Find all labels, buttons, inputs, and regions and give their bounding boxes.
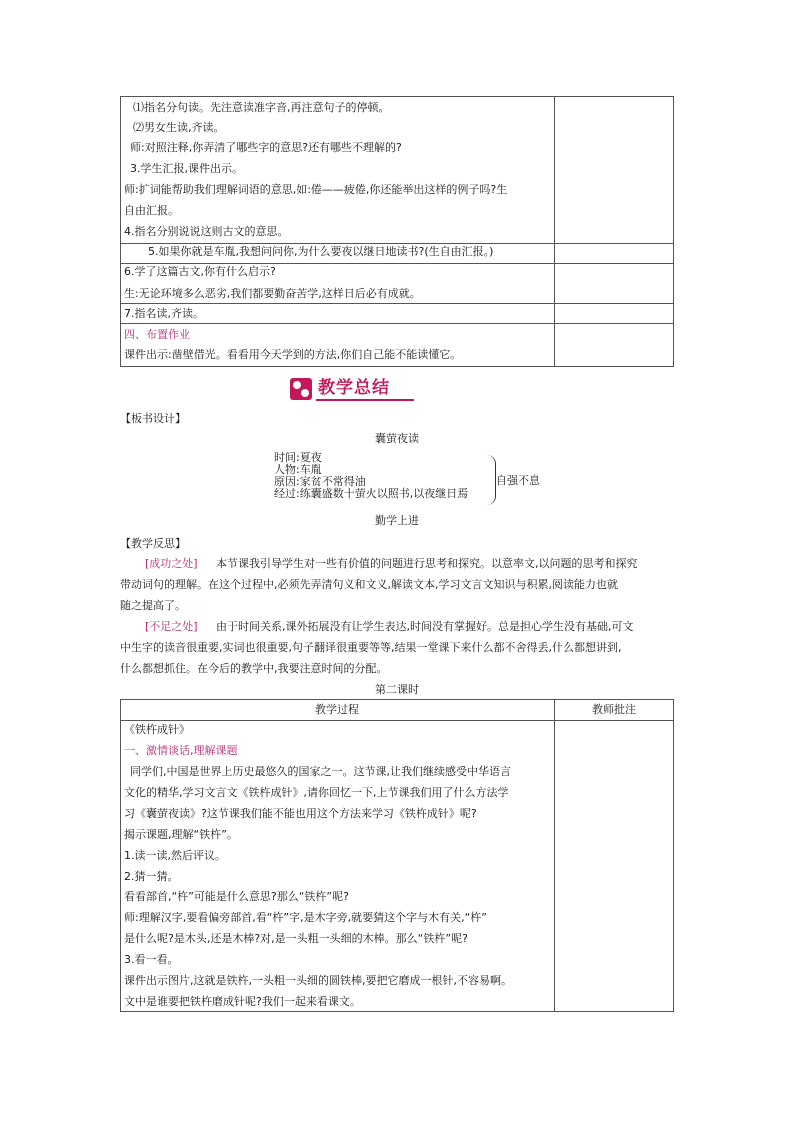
column-divider	[554, 700, 555, 1011]
table-row: 生:无论环境多么恶劣,我们都要勤奋苦学,这样日后必有成就。	[124, 287, 421, 300]
board-line: 人物:车胤	[274, 463, 322, 476]
col-header-notes: 教师批注	[592, 703, 636, 716]
weak-tag: [不足之处]	[145, 620, 198, 633]
table-row: 师:理解汉字,要看偏旁部首,看“杵”字,是木字旁,就要猜这个字与木有关,“杵”	[124, 911, 487, 924]
row-divider	[121, 303, 673, 304]
reflection-text: 随之提高了。	[120, 599, 186, 612]
board-design-heading: 【板书设计】	[120, 412, 186, 425]
table-row: 师:对照注释,你弄清了哪些字的意思?还有哪些不理解的?	[130, 141, 402, 154]
table-row: 1.读一读,然后评议。	[124, 849, 226, 862]
table-row: 看看部首,“杵”可能是什么意思?那么“铁杵”呢?	[124, 890, 349, 903]
table-row: 3.学生汇报,课件出示。	[130, 162, 243, 175]
table-row: 7.指名读,齐读。	[124, 307, 204, 320]
right-brace	[487, 455, 496, 505]
reflection-text: 本节课我引导学生对一些有价值的问题进行思考和探究。以意率文,以问题的思考和探究	[216, 557, 638, 570]
row-divider	[121, 243, 673, 244]
reflection-text: 由于时间关系,课外拓展没有让学生表达,时间没有掌握好。总是担心学生没有基础,可文	[216, 620, 634, 633]
reflection-text: 什么都想抓住。在今后的教学中,我要注意时间的分配。	[120, 662, 388, 675]
column-divider	[554, 97, 555, 366]
table-row: 课件出示:凿壁借光。看看用今天学到的方法,你们自己能不能读懂它。	[124, 348, 462, 361]
board-result: 自强不息	[496, 474, 540, 487]
table-row: 揭示课题,理解“铁杵”。	[124, 828, 238, 841]
board-line: 经过:练囊盛数十萤火以照书,以夜继日焉	[274, 487, 469, 500]
table-row: 课件出示图片,这就是铁杵,一头粗一头细的圆铁棒,要把它磨成一根针,不容易啊。	[124, 974, 512, 987]
board-line: 时间:夏夜	[274, 451, 322, 464]
banner-title: 教学总结	[318, 378, 390, 398]
header-divider	[121, 720, 673, 721]
table-row: ⑵男女生读,齐读。	[133, 121, 225, 134]
board-title: 囊萤夜读	[375, 432, 419, 445]
table-row: 习《囊萤夜读》?这节课我们能不能也用这个方法来学习《铁杵成针》呢?	[124, 807, 477, 820]
board-line: 原因:家贫不常得油	[274, 475, 366, 488]
row-divider	[121, 263, 673, 264]
board-footer: 勤学上进	[375, 514, 419, 527]
table-row: 5.如果你就是车胤,我想问问你,为什么要夜以继日地读书?(生自由汇报。)	[148, 245, 494, 258]
reflection-text: 中生字的读音很重要,实词也很重要,句子翻译很重要等等,结果一堂课下来什么都不舍得丢,什么都想讲到,	[120, 641, 622, 654]
table-row: 3.看一看。	[124, 953, 179, 966]
section-heading: 四、布置作业	[124, 328, 190, 341]
table-row: 师:扩词能帮助我们理解词语的意思,如:倦——疲倦,你还能举出这样的例子吗?生	[124, 183, 508, 196]
summary-logo-icon	[290, 378, 312, 400]
lesson2-title: 第二课时	[375, 683, 419, 696]
row-divider	[121, 323, 673, 324]
table-row: 文中是谁要把铁杵磨成针呢?我们一起来看课文。	[124, 995, 361, 1008]
teaching-summary-banner	[290, 377, 414, 401]
success-tag: [成功之处]	[145, 557, 198, 570]
table-row: 同学们,中国是世界上历史最悠久的国家之一。这节课,让我们继续感受中华语言	[130, 765, 511, 778]
table-row: 是什么呢?是木头,还是木棒?对,是一头粗一头细的木棒。那么“铁杵”呢?	[124, 932, 468, 945]
banner-underline	[316, 399, 414, 401]
reflection-text: 带动词句的理解。在这个过程中,必须先弄清句义和文义,解读文本,学习文言文知识与积累,阅读能力也就	[120, 578, 618, 591]
table-row: 文化的精华,学习文言文《铁杵成针》,请你回忆一下,上节课我们用了什么方法学	[124, 786, 509, 799]
table-row: ⑴指名分句读。先注意读准字音,再注意句子的停顿。	[133, 101, 390, 114]
table-row: 自由汇报。	[124, 204, 179, 217]
table-row: 2.猜一猜。	[124, 870, 179, 883]
section-heading: 一、激情谈话,理解课题	[124, 744, 238, 757]
table-row: 6.学了这篇古文,你有什么启示?	[124, 265, 276, 278]
reflection-heading: 【教学反思】	[120, 537, 186, 550]
table-row: 4.指名分别说说这则古文的意思。	[124, 225, 289, 238]
table-row: 《铁杵成针》	[124, 723, 190, 736]
col-header-process: 教学过程	[315, 703, 359, 716]
